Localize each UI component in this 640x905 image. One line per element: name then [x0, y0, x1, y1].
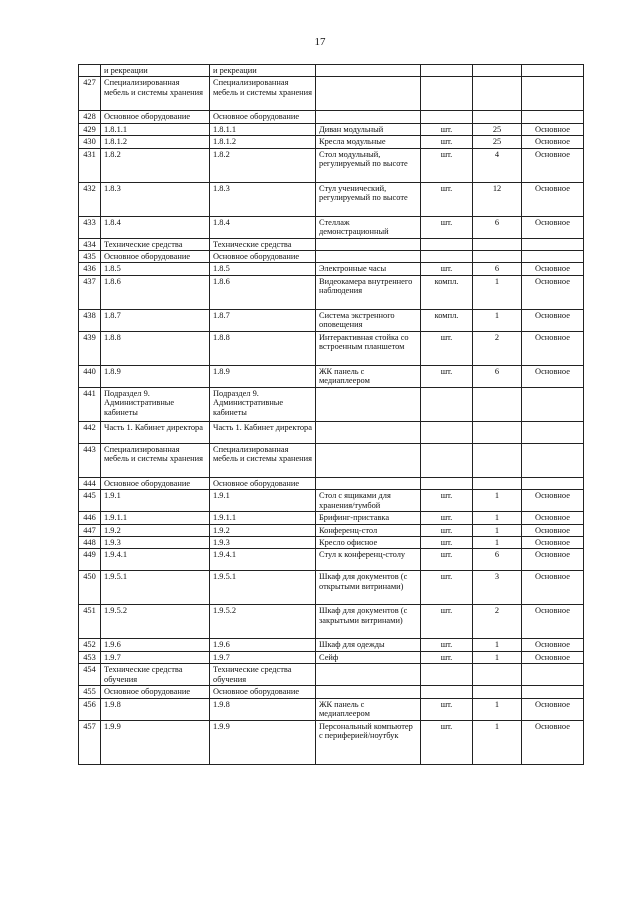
table-row — [79, 686, 584, 698]
cell-qty: 2 — [473, 331, 522, 365]
cell-name: 1.9.1 — [210, 490, 316, 512]
cell-item: Кресла модульные — [316, 136, 421, 148]
cell-n: 431 — [79, 148, 101, 182]
table-row — [79, 251, 584, 263]
cell-code: 1.9.4.1 — [101, 549, 210, 571]
cell-code: 1.8.1.2 — [101, 136, 210, 148]
cell-qty — [473, 443, 522, 477]
cell-item — [316, 421, 421, 443]
table-row — [79, 263, 584, 275]
cell-n: 428 — [79, 111, 101, 123]
cell-item: ЖК панель с медиаплеером — [316, 698, 421, 720]
cell-n — [79, 65, 101, 77]
cell-item — [316, 686, 421, 698]
cell-type: Основное — [522, 365, 584, 387]
cell-code: 1.9.3 — [101, 537, 210, 549]
cell-n: 447 — [79, 524, 101, 536]
cell-n: 441 — [79, 387, 101, 421]
cell-name: Специализированная мебель и системы хранения — [210, 77, 316, 111]
cell-qty: 6 — [473, 549, 522, 571]
cell-unit — [421, 443, 473, 477]
cell-type: Основное — [522, 512, 584, 524]
cell-code: Специализированная мебель и системы хранения — [101, 77, 210, 111]
cell-item: Шкаф для одежды — [316, 639, 421, 651]
cell-type: Основное — [522, 639, 584, 651]
cell-unit: шт. — [421, 123, 473, 135]
cell-code: 1.8.7 — [101, 309, 210, 331]
cell-qty: 1 — [473, 720, 522, 764]
cell-type — [522, 77, 584, 111]
cell-n: 446 — [79, 512, 101, 524]
cell-unit — [421, 664, 473, 686]
cell-n: 451 — [79, 605, 101, 639]
cell-qty: 1 — [473, 490, 522, 512]
cell-unit: шт. — [421, 549, 473, 571]
cell-name: 1.9.2 — [210, 524, 316, 536]
cell-unit — [421, 387, 473, 421]
cell-unit: шт. — [421, 571, 473, 605]
cell-qty: 6 — [473, 263, 522, 275]
cell-name: Основное оборудование — [210, 686, 316, 698]
cell-code: Основное оборудование — [101, 686, 210, 698]
cell-item: Стол с ящиками для хранения/тумбой — [316, 490, 421, 512]
cell-code: 1.8.9 — [101, 365, 210, 387]
cell-n: 437 — [79, 275, 101, 309]
cell-unit: шт. — [421, 263, 473, 275]
table-row — [79, 309, 584, 331]
cell-item: Интерактивная стойка со встроенным планшетом — [316, 331, 421, 365]
table-row — [79, 698, 584, 720]
cell-name: 1.8.8 — [210, 331, 316, 365]
cell-n: 438 — [79, 309, 101, 331]
page-number: 17 — [314, 36, 326, 48]
cell-name: 1.8.5 — [210, 263, 316, 275]
table-row — [79, 136, 584, 148]
table-row — [79, 365, 584, 387]
table-row — [79, 331, 584, 365]
cell-name: 1.9.5.1 — [210, 571, 316, 605]
cell-type: Основное — [522, 537, 584, 549]
cell-item — [316, 477, 421, 489]
cell-n: 429 — [79, 123, 101, 135]
cell-code: 1.9.9 — [101, 720, 210, 764]
cell-qty: 1 — [473, 524, 522, 536]
table-row — [79, 639, 584, 651]
cell-n: 434 — [79, 238, 101, 250]
cell-name: 1.8.2 — [210, 148, 316, 182]
cell-code: 1.8.5 — [101, 263, 210, 275]
cell-unit: шт. — [421, 365, 473, 387]
cell-code: 1.8.6 — [101, 275, 210, 309]
cell-code: 1.8.8 — [101, 331, 210, 365]
cell-code: 1.9.1 — [101, 490, 210, 512]
cell-qty — [473, 77, 522, 111]
cell-name: Технические средства — [210, 238, 316, 250]
cell-name: Основное оборудование — [210, 251, 316, 263]
table-row — [79, 275, 584, 309]
cell-qty — [473, 251, 522, 263]
cell-item — [316, 387, 421, 421]
table-row — [79, 421, 584, 443]
cell-n: 435 — [79, 251, 101, 263]
cell-n: 453 — [79, 651, 101, 663]
cell-code: 1.9.5.1 — [101, 571, 210, 605]
cell-name: 1.8.7 — [210, 309, 316, 331]
cell-n: 433 — [79, 216, 101, 238]
cell-type — [522, 443, 584, 477]
cell-type — [522, 664, 584, 686]
cell-item: Видеокамера внутреннего наблюдения — [316, 275, 421, 309]
cell-type: Основное — [522, 123, 584, 135]
table-row — [79, 77, 584, 111]
cell-code: 1.8.4 — [101, 216, 210, 238]
cell-type: Основное — [522, 309, 584, 331]
cell-qty: 1 — [473, 651, 522, 663]
cell-code: 1.9.5.2 — [101, 605, 210, 639]
cell-code: Подраздел 9. Административные кабинеты — [101, 387, 210, 421]
cell-qty: 6 — [473, 216, 522, 238]
cell-item — [316, 238, 421, 250]
cell-type — [522, 387, 584, 421]
cell-type: Основное — [522, 331, 584, 365]
cell-name: 1.9.1.1 — [210, 512, 316, 524]
cell-item — [316, 443, 421, 477]
table-row — [79, 148, 584, 182]
cell-unit: шт. — [421, 216, 473, 238]
cell-qty: 25 — [473, 136, 522, 148]
table-row — [79, 443, 584, 477]
table-row — [79, 387, 584, 421]
cell-unit: шт. — [421, 182, 473, 216]
cell-unit — [421, 251, 473, 263]
table-row — [79, 512, 584, 524]
cell-name: 1.9.6 — [210, 639, 316, 651]
table-row — [79, 111, 584, 123]
table-row — [79, 123, 584, 135]
cell-n: 450 — [79, 571, 101, 605]
cell-unit: шт. — [421, 524, 473, 536]
cell-n: 432 — [79, 182, 101, 216]
cell-n: 427 — [79, 77, 101, 111]
cell-qty — [473, 65, 522, 77]
cell-type — [522, 111, 584, 123]
cell-unit: шт. — [421, 331, 473, 365]
table-row — [79, 182, 584, 216]
cell-n: 452 — [79, 639, 101, 651]
cell-code: Основное оборудование — [101, 477, 210, 489]
cell-unit: шт. — [421, 136, 473, 148]
cell-item: Система экстренного оповещения — [316, 309, 421, 331]
cell-unit: шт. — [421, 720, 473, 764]
cell-code: 1.9.7 — [101, 651, 210, 663]
table-row — [79, 490, 584, 512]
cell-name: 1.9.9 — [210, 720, 316, 764]
cell-name: Основное оборудование — [210, 111, 316, 123]
cell-n: 449 — [79, 549, 101, 571]
cell-item: Сейф — [316, 651, 421, 663]
cell-qty — [473, 686, 522, 698]
cell-unit — [421, 477, 473, 489]
cell-unit: шт. — [421, 537, 473, 549]
equipment-table — [78, 64, 584, 765]
cell-n: 454 — [79, 664, 101, 686]
cell-qty — [473, 111, 522, 123]
cell-item — [316, 251, 421, 263]
cell-code: Технические средства — [101, 238, 210, 250]
cell-type — [522, 421, 584, 443]
cell-unit: шт. — [421, 698, 473, 720]
cell-type: Основное — [522, 136, 584, 148]
cell-type — [522, 238, 584, 250]
cell-name: Подраздел 9. Административные кабинеты — [210, 387, 316, 421]
table-row — [79, 664, 584, 686]
cell-code: 1.9.2 — [101, 524, 210, 536]
cell-item — [316, 77, 421, 111]
table-row — [79, 720, 584, 764]
cell-type — [522, 251, 584, 263]
table-row — [79, 524, 584, 536]
cell-qty: 1 — [473, 698, 522, 720]
cell-n: 439 — [79, 331, 101, 365]
cell-type: Основное — [522, 571, 584, 605]
cell-type — [522, 686, 584, 698]
cell-type: Основное — [522, 263, 584, 275]
cell-type — [522, 65, 584, 77]
cell-n: 443 — [79, 443, 101, 477]
cell-name: 1.8.9 — [210, 365, 316, 387]
cell-n: 448 — [79, 537, 101, 549]
cell-name: 1.8.1.1 — [210, 123, 316, 135]
cell-item: Персональный компьютер с периферией/ноутбук — [316, 720, 421, 764]
cell-unit — [421, 77, 473, 111]
cell-name: 1.9.7 — [210, 651, 316, 663]
cell-qty — [473, 238, 522, 250]
cell-unit — [421, 421, 473, 443]
cell-item: Электронные часы — [316, 263, 421, 275]
cell-n: 455 — [79, 686, 101, 698]
cell-unit: шт. — [421, 490, 473, 512]
cell-item: ЖК панель с медиаплеером — [316, 365, 421, 387]
cell-qty: 12 — [473, 182, 522, 216]
table-row — [79, 571, 584, 605]
cell-name: 1.9.3 — [210, 537, 316, 549]
table-row — [79, 537, 584, 549]
cell-n: 445 — [79, 490, 101, 512]
cell-type — [522, 477, 584, 489]
cell-n: 442 — [79, 421, 101, 443]
cell-code: 1.8.3 — [101, 182, 210, 216]
cell-n: 444 — [79, 477, 101, 489]
cell-code: 1.9.6 — [101, 639, 210, 651]
cell-item: Стол модульный, регулируемый по высоте — [316, 148, 421, 182]
cell-unit — [421, 686, 473, 698]
cell-code: 1.8.2 — [101, 148, 210, 182]
cell-type: Основное — [522, 524, 584, 536]
cell-qty: 1 — [473, 639, 522, 651]
cell-unit: шт. — [421, 639, 473, 651]
cell-code: Основное оборудование — [101, 111, 210, 123]
cell-unit: компл. — [421, 309, 473, 331]
cell-unit — [421, 111, 473, 123]
cell-unit: компл. — [421, 275, 473, 309]
cell-type: Основное — [522, 216, 584, 238]
cell-name: 1.9.5.2 — [210, 605, 316, 639]
cell-qty — [473, 387, 522, 421]
cell-code: Часть 1. Кабинет директора — [101, 421, 210, 443]
cell-type: Основное — [522, 720, 584, 764]
cell-qty: 1 — [473, 275, 522, 309]
cell-name: 1.8.4 — [210, 216, 316, 238]
cell-name: 1.9.4.1 — [210, 549, 316, 571]
cell-name: Технические средства обучения — [210, 664, 316, 686]
cell-item: Шкаф для документов (с закрытыми витринами) — [316, 605, 421, 639]
cell-qty: 25 — [473, 123, 522, 135]
cell-item: Диван модульный — [316, 123, 421, 135]
cell-qty: 4 — [473, 148, 522, 182]
cell-qty — [473, 421, 522, 443]
cell-n: 457 — [79, 720, 101, 764]
cell-name: Часть 1. Кабинет директора — [210, 421, 316, 443]
cell-qty: 2 — [473, 605, 522, 639]
cell-type: Основное — [522, 605, 584, 639]
table-row — [79, 549, 584, 571]
cell-code: и рекреации — [101, 65, 210, 77]
cell-unit: шт. — [421, 651, 473, 663]
cell-n: 440 — [79, 365, 101, 387]
table-row — [79, 65, 584, 77]
cell-item: Стул ученический, регулируемый по высоте — [316, 182, 421, 216]
cell-type: Основное — [522, 275, 584, 309]
cell-type: Основное — [522, 148, 584, 182]
cell-name: Специализированная мебель и системы хранения — [210, 443, 316, 477]
cell-item — [316, 65, 421, 77]
cell-code: 1.9.1.1 — [101, 512, 210, 524]
cell-name: и рекреации — [210, 65, 316, 77]
cell-name: Основное оборудование — [210, 477, 316, 489]
cell-unit: шт. — [421, 148, 473, 182]
cell-qty: 1 — [473, 537, 522, 549]
cell-unit — [421, 238, 473, 250]
cell-item — [316, 664, 421, 686]
cell-item: Шкаф для документов (с открытыми витринами) — [316, 571, 421, 605]
cell-unit: шт. — [421, 605, 473, 639]
cell-item — [316, 111, 421, 123]
cell-item: Кресло офисное — [316, 537, 421, 549]
table-row — [79, 651, 584, 663]
cell-code: 1.9.8 — [101, 698, 210, 720]
cell-name: 1.8.6 — [210, 275, 316, 309]
cell-item: Стеллаж демонстрационный — [316, 216, 421, 238]
cell-type: Основное — [522, 549, 584, 571]
cell-type: Основное — [522, 490, 584, 512]
cell-name: 1.8.3 — [210, 182, 316, 216]
cell-item: Стул к конференц-столу — [316, 549, 421, 571]
cell-n: 456 — [79, 698, 101, 720]
cell-type: Основное — [522, 651, 584, 663]
cell-name: 1.9.8 — [210, 698, 316, 720]
cell-item: Брифинг-приставка — [316, 512, 421, 524]
cell-qty — [473, 664, 522, 686]
cell-code: Основное оборудование — [101, 251, 210, 263]
cell-n: 436 — [79, 263, 101, 275]
cell-code: Технические средства обучения — [101, 664, 210, 686]
cell-qty — [473, 477, 522, 489]
table-body — [79, 65, 584, 765]
cell-type: Основное — [522, 182, 584, 216]
cell-code: Специализированная мебель и системы хранения — [101, 443, 210, 477]
cell-qty: 6 — [473, 365, 522, 387]
cell-n: 430 — [79, 136, 101, 148]
cell-qty: 1 — [473, 512, 522, 524]
cell-item: Конференц-стол — [316, 524, 421, 536]
cell-qty: 1 — [473, 309, 522, 331]
table-row — [79, 605, 584, 639]
cell-code: 1.8.1.1 — [101, 123, 210, 135]
cell-type: Основное — [522, 698, 584, 720]
cell-name: 1.8.1.2 — [210, 136, 316, 148]
cell-unit: шт. — [421, 512, 473, 524]
table-row — [79, 216, 584, 238]
table-row — [79, 238, 584, 250]
table-row — [79, 477, 584, 489]
cell-unit — [421, 65, 473, 77]
cell-qty: 3 — [473, 571, 522, 605]
